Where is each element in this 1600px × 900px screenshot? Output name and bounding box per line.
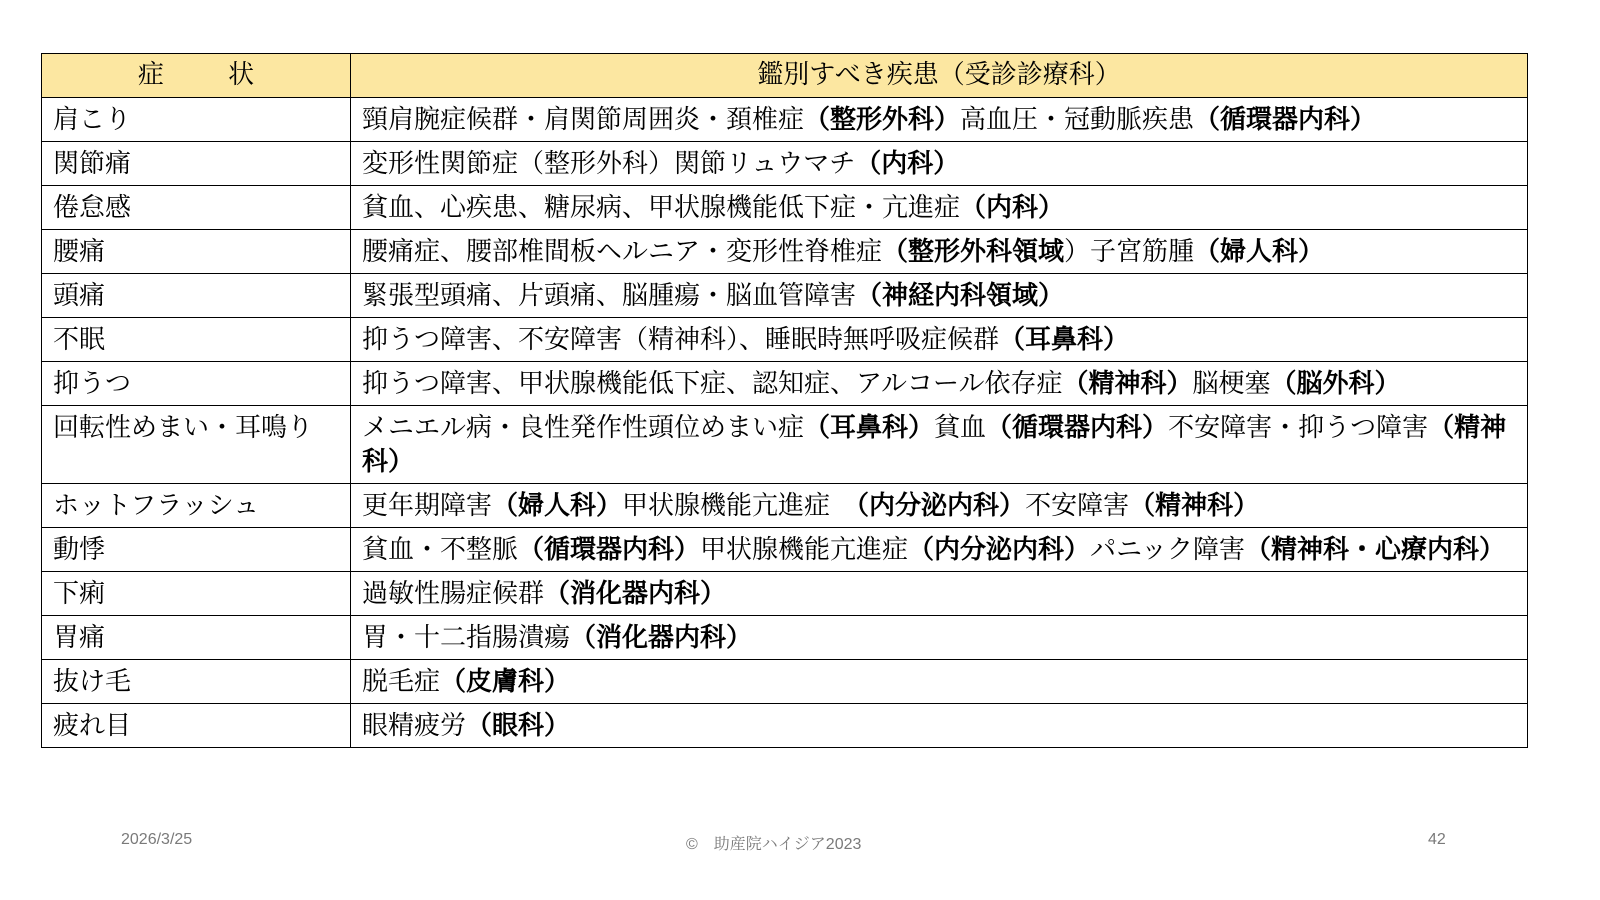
disease-text: 不安障害・抑うつ障害: [1168, 413, 1429, 443]
disease-text: 腰痛症、腰部椎間板ヘルニア・変形性脊椎症: [362, 237, 883, 267]
table-body: [42, 98, 1528, 748]
symptom-cell: ホットフラッシュ: [42, 484, 351, 528]
disease-text: 貧血、心疾患、糖尿病、甲状腺機能低下症・亢進症: [362, 193, 961, 223]
table-row: [42, 616, 1528, 660]
department-label: （消化器内科）: [544, 579, 727, 609]
disease-text: 過敏性腸症候群: [362, 579, 545, 609]
footer-date: 2026/3/25: [121, 831, 193, 848]
department-label: （整形外科領域: [882, 237, 1065, 267]
department-label: （循環器内科）: [518, 535, 701, 565]
disease-cell: [351, 660, 1528, 704]
symptom-cell: 倦怠感: [42, 186, 351, 230]
disease-text: メニエル病・良性発作性頭位めまい症: [362, 413, 805, 443]
department-label: （婦人科）: [492, 491, 623, 521]
disease-text: 甲状腺機能亢進症: [700, 535, 909, 565]
table-row: [42, 98, 1528, 142]
department-label: （眼科）: [466, 711, 571, 741]
header-symptom: [42, 54, 351, 98]
table-row: [42, 406, 1528, 484]
disease-text: 変形性関節症（整形外科）関節リュウマチ: [362, 149, 856, 179]
disease-text: 更年期障害: [362, 491, 493, 521]
table-row: [42, 142, 1528, 186]
table-row: [42, 528, 1528, 572]
disease-cell: [351, 186, 1528, 230]
department-label: （婦人科）: [1194, 237, 1325, 267]
footer-copyright: © 助産院ハイジア2023: [686, 836, 862, 853]
department-label: （皮膚科）: [440, 667, 571, 697]
disease-cell: [351, 484, 1528, 528]
disease-text: 貧血・不整脈: [362, 535, 519, 565]
symptom-cell: 関節痛: [42, 142, 351, 186]
table-row: [42, 484, 1528, 528]
disease-text: 眼精疲労: [362, 711, 467, 741]
symptom-cell: 動悸: [42, 528, 351, 572]
symptom-cell: 抜け毛: [42, 660, 351, 704]
disease-text: 脱毛症: [362, 667, 441, 697]
disease-cell: [351, 572, 1528, 616]
symptom-cell: 肩こり: [42, 98, 351, 142]
symptom-cell: 抑うつ: [42, 362, 351, 406]
disease-cell: [351, 142, 1528, 186]
header-disease: 鑑別すべき疾患（受診診療科）: [351, 54, 1528, 98]
disease-text: 脳梗塞: [1192, 369, 1271, 399]
department-label: （精神科・心療内科）: [1245, 535, 1506, 565]
department-label: （内科）: [960, 193, 1065, 223]
department-label: （消化器内科）: [570, 623, 753, 653]
department-label: （内分泌内科）: [856, 491, 1026, 521]
department-label: （精神科）: [1129, 491, 1260, 521]
symptom-cell: 下痢: [42, 572, 351, 616]
department-label: （内科）: [855, 149, 960, 179]
table-row: [42, 230, 1528, 274]
header-symptom-label: 症 状: [137, 60, 283, 90]
disease-text: 抑うつ障害、不安障害（精神科）、睡眠時無呼吸症候群: [362, 325, 1000, 355]
symptom-cell: 頭痛: [42, 274, 351, 318]
table-row: [42, 362, 1528, 406]
disease-cell: [351, 318, 1528, 362]
table-row: [42, 704, 1528, 748]
disease-text: 胃・十二指腸潰瘍: [362, 623, 571, 653]
disease-cell: [351, 616, 1528, 660]
footer-page-number: 42: [1428, 831, 1446, 848]
disease-text: 甲状腺機能亢進症: [622, 491, 857, 521]
table-row: [42, 572, 1528, 616]
symptom-cell: 疲れ目: [42, 704, 351, 748]
department-label: （精神科）: [362, 413, 1507, 477]
department-label: （整形外科）: [804, 105, 961, 135]
department-label: （循環器内科）: [1194, 105, 1377, 135]
disease-text: 高血圧・冠動脈疾患: [960, 105, 1195, 135]
table-row: [42, 318, 1528, 362]
department-label: （循環器内科）: [986, 413, 1169, 443]
table-row: [42, 660, 1528, 704]
disease-cell: [351, 230, 1528, 274]
symptom-table: [41, 53, 1528, 748]
disease-cell: [351, 406, 1528, 484]
disease-text: 貧血: [934, 413, 987, 443]
department-label: （精神科）: [1062, 369, 1193, 399]
disease-text: 抑うつ障害、甲状腺機能低下症、認知症、アルコール依存症: [362, 369, 1063, 399]
department-label: （脳外科）: [1270, 369, 1401, 399]
disease-text: 緊張型頭痛、片頭痛、脳腫瘍・脳血管障害: [362, 281, 857, 311]
department-label: （神経内科領域）: [856, 281, 1065, 311]
symptom-cell: 腰痛: [42, 230, 351, 274]
department-label: （耳鼻科）: [804, 413, 935, 443]
department-label: （内分泌内科）: [908, 535, 1091, 565]
department-label: （耳鼻科）: [999, 325, 1130, 355]
table-row: [42, 274, 1528, 318]
disease-cell: [351, 362, 1528, 406]
symptom-cell: 不眠: [42, 318, 351, 362]
symptom-cell: 回転性めまい・耳鳴り: [42, 406, 351, 484]
disease-cell: [351, 704, 1528, 748]
disease-cell: [351, 528, 1528, 572]
disease-text: ）子宮筋腫: [1064, 237, 1195, 267]
disease-text: パニック障害: [1090, 535, 1246, 565]
disease-text: 頸肩腕症候群・肩関節周囲炎・頚椎症: [362, 105, 805, 135]
disease-cell: [351, 274, 1528, 318]
disease-cell: [351, 98, 1528, 142]
disease-text: 不安障害: [1025, 491, 1130, 521]
table-row: [42, 186, 1528, 230]
table-header-row: [42, 54, 1528, 98]
symptom-cell: 胃痛: [42, 616, 351, 660]
